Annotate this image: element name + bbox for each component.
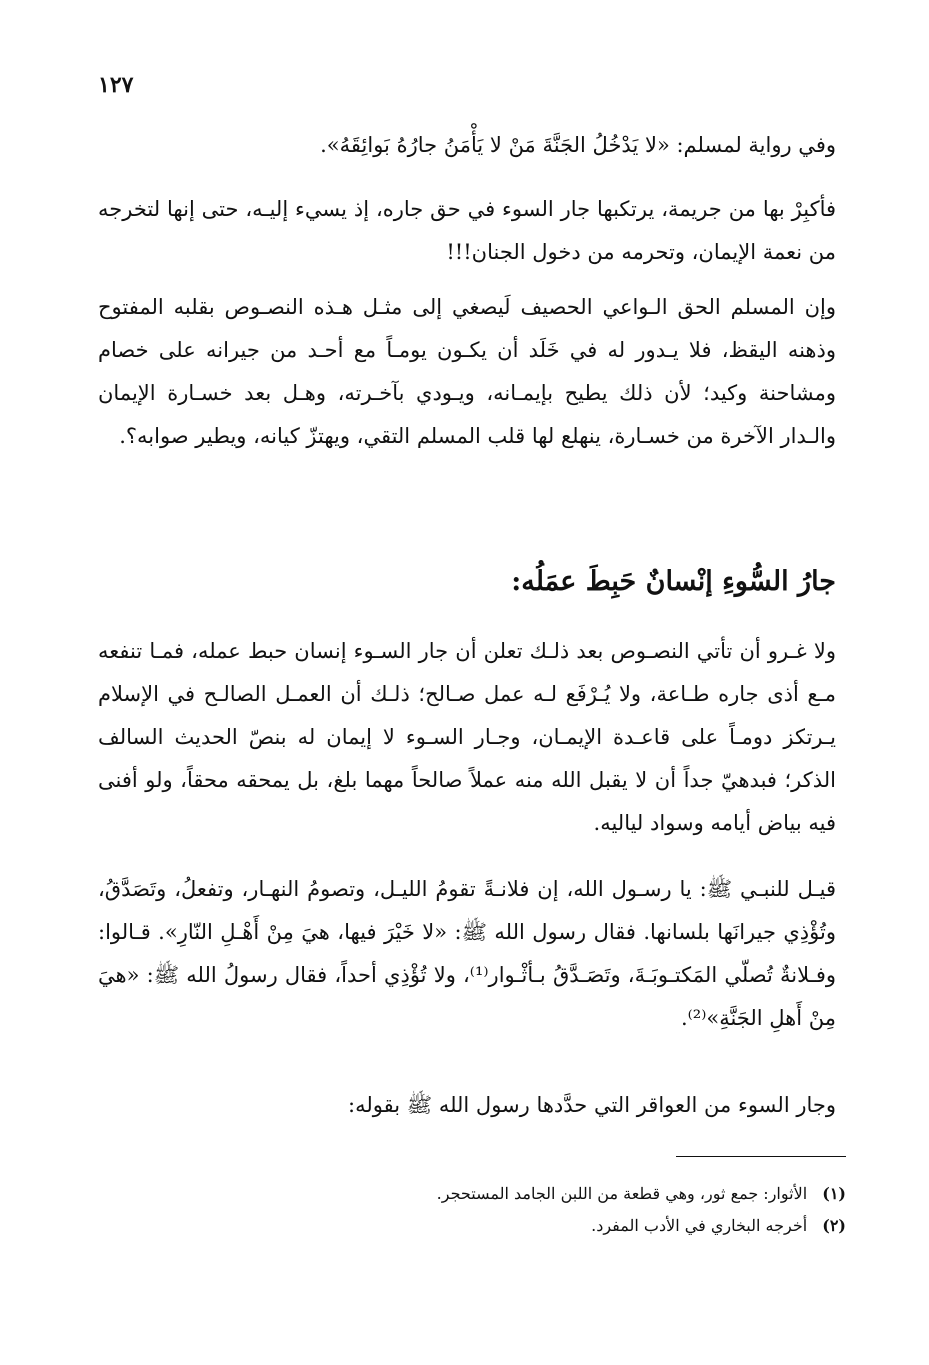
footnotes — [98, 1178, 846, 1242]
paragraph-2: فأكبِرْ بها من جريمة، يرتكبها جار السوء في حق جاره، إذ يسيء إليـه، حتى إنها لتخرجه من نعمة الإيمان، وتحرمه من دخول الجنان!!! — [98, 197, 836, 264]
paragraph-5: قيـل للنبـي ﷺ: يا رسـول الله، إن فلانـةً تقومُ الليـل، وتصومُ النهـار، وتفعلُ، وتَصَدَّقُ، وتُؤْذِي جيرانَها بلسانها. فقال رسول الله ﷺ: «لا خَيْرَ فيها، هيَ مِنْ أَهْـلِ النّارِ». قـالوا: وفـلانةٌ تُصلّي المَكتـوبَـةَ، وتَصَـدَّقُ بـأثْـوار⁽¹⁾، ولا تُؤْذِي أحداً، فقال رسولُ الله ﷺ: «هيَ مِنْ أَهلِ الجَنَّةِ»⁽²⁾. — [98, 877, 836, 1030]
section-heading: جارُ السُّوءِ إنْسانٌ حَبِطَ عمَلُه: — [511, 566, 836, 597]
paragraph-4: ولا غـرو أن تأتي النصـوص بعد ذلـك تعلن أن جار السـوء إنسان حبط عمله، فمـا تنفعه مـع أذى جاره طـاعة، ولا يُـرْفَع لـه عمل صـالح؛ ذلـك أن العمـل الصالـح في الإسلام يـرتكز دومـاً على قاعـدة الإيمـان، وجـار السـوء لا إيمان له بنصّ الحديث السالف الذكر؛ فبدهيّ جداً أن لا يقبل الله منه عملاً صالحاً مهما بلغ، بل يمحقه محقاً، ولو أفنى فيه بياض أيامه وسواد لياليه. — [98, 639, 836, 835]
paragraph-6: وجار السوء من العواقر التي حدَّدها رسول الله ﷺ بقوله: — [348, 1093, 836, 1117]
footnote-number: (٢) — [822, 1216, 846, 1235]
footnote-1 — [98, 1178, 846, 1210]
footnote-number: (١) — [822, 1184, 846, 1203]
footnote-text: أخرجه البخاري في الأدب المفرد. — [591, 1216, 808, 1235]
paragraph-3: وإن المسلم الحق الـواعي الحصيف لَيصغي إلى مثـل هـذه النصـوص بقلبه المفتوح وذهنه اليقظ، فلا يـدور له في خَلَد أن يكـون يومـاً مع أحـد من جيرانه على خصام ومشاحنة وكيد؛ لأن ذلك يطيح بإيمـانه، ويـودي بآخـرته، وهـل بعد خسـارة الإيمان والـدار الآخرة من خسـارة، ينهلع لها قلب المسلم التقي، ويهتزّ كيانه، ويطير صوابه؟. — [98, 295, 836, 448]
footnote-divider — [676, 1156, 846, 1157]
paragraph-1: وفي رواية لمسلم: «لا يَدْخُلُ الجَنَّةَ مَنْ لا يَأْمَنُ جارُهُ بَوائِقَهُ». — [320, 133, 836, 157]
footnote-2 — [98, 1210, 846, 1242]
page-number: ١٢٧ — [98, 72, 134, 98]
footnote-text: الأثوار: جمع ثور، وهي قطعة من اللبن الجامد المستحجر. — [436, 1184, 808, 1203]
